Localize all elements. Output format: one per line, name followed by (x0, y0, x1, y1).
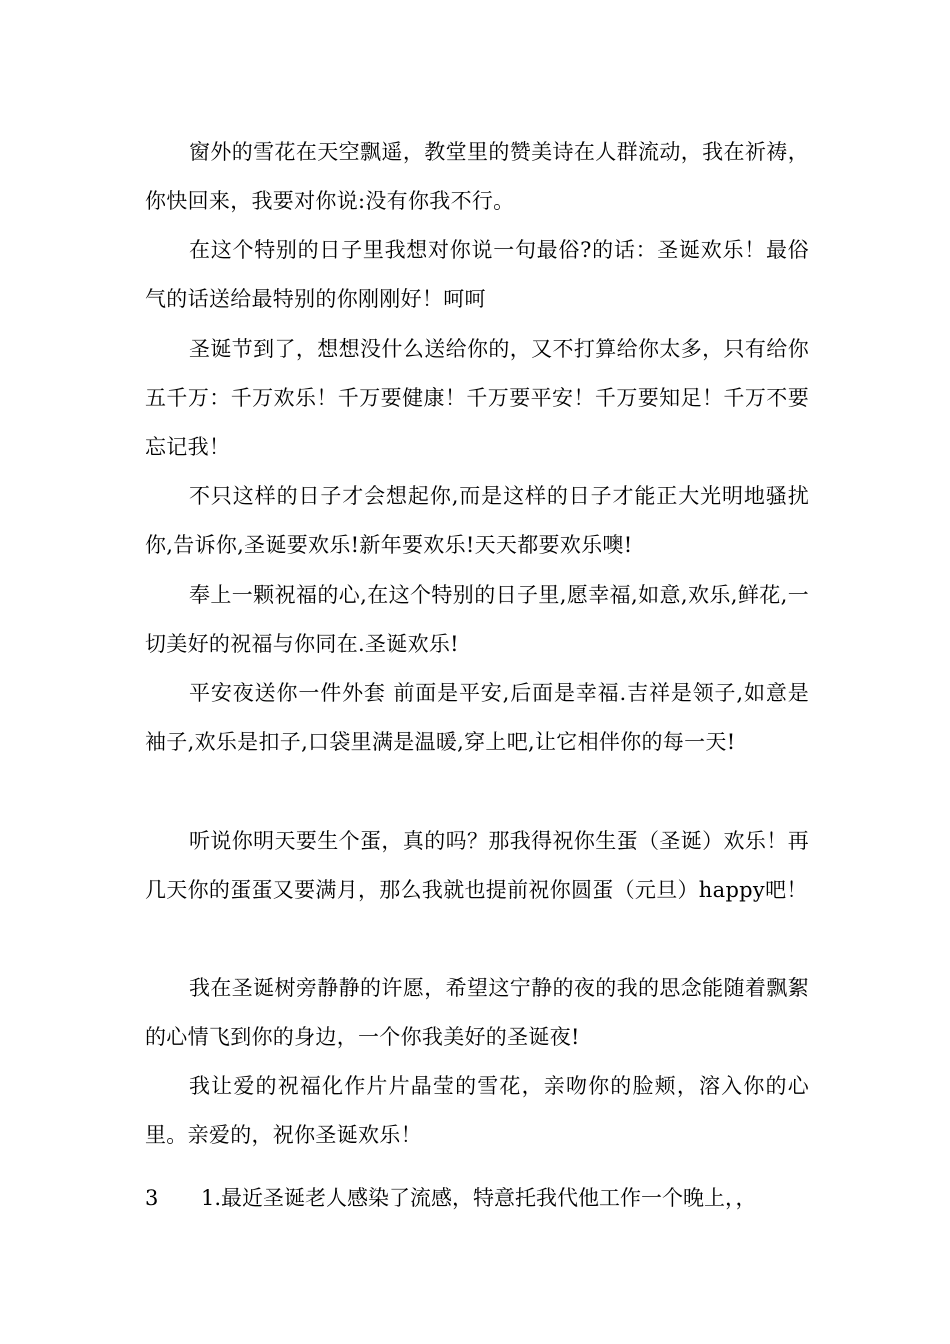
paragraph-2: 在这个特别的日子里我想对你说一句最俗?的话：圣诞欢乐！最俗气的话送给最特别的你刚刚好！呵呵 (145, 238, 809, 311)
paragraph-1: 窗外的雪花在天空飘遥，教堂里的赞美诗在人群流动，我在祈祷，你快回来，我要对你说:没有你我不行。 (145, 140, 809, 213)
paragraph-7: 听说你明天要生个蛋，真的吗？那我得祝你生蛋（圣诞）欢乐！再几天你的蛋蛋又要满月，那么我就也提前祝你圆蛋（元旦）happy吧！ (145, 829, 809, 902)
paragraph-5: 奉上一颗祝福的心,在这个特别的日子里,愿幸福,如意,欢乐,鲜花,一切美好的祝福与你同在.圣诞欢乐! (145, 583, 809, 656)
list-number: 3 (145, 1186, 159, 1210)
paragraph-6: 平安夜送你一件外套 前面是平安,后面是幸福.吉祥是领子,如意是袖子,欢乐是扣子,口袋里满是温暖,穿上吧,让它相伴你的每一天! (145, 681, 809, 754)
numbered-line (145, 1174, 809, 1223)
paragraph-9: 我让爱的祝福化作片片晶莹的雪花，亲吻你的脸颊，溶入你的心里。亲爱的，祝你圣诞欢乐！ (145, 1074, 809, 1147)
paragraph-4: 不只这样的日子才会想起你,而是这样的日子才能正大光明地骚扰你,告诉你,圣诞要欢乐!新年要欢乐!天天都要欢乐噢! (145, 484, 809, 557)
paragraph-8: 我在圣诞树旁静静的许愿，希望这宁静的夜的我的思念能随着飘絮的心情飞到你的身边，一个你我美好的圣诞夜! (145, 976, 809, 1049)
list-item-text: 1.最近圣诞老人感染了流感，特意托我代他工作一个晚上，， (201, 1186, 757, 1210)
paragraph-3: 圣诞节到了，想想没什么送给你的，又不打算给你太多，只有给你五千万：千万欢乐！千万要健康！千万要平安！千万要知足！千万不要忘记我！ (145, 337, 809, 459)
